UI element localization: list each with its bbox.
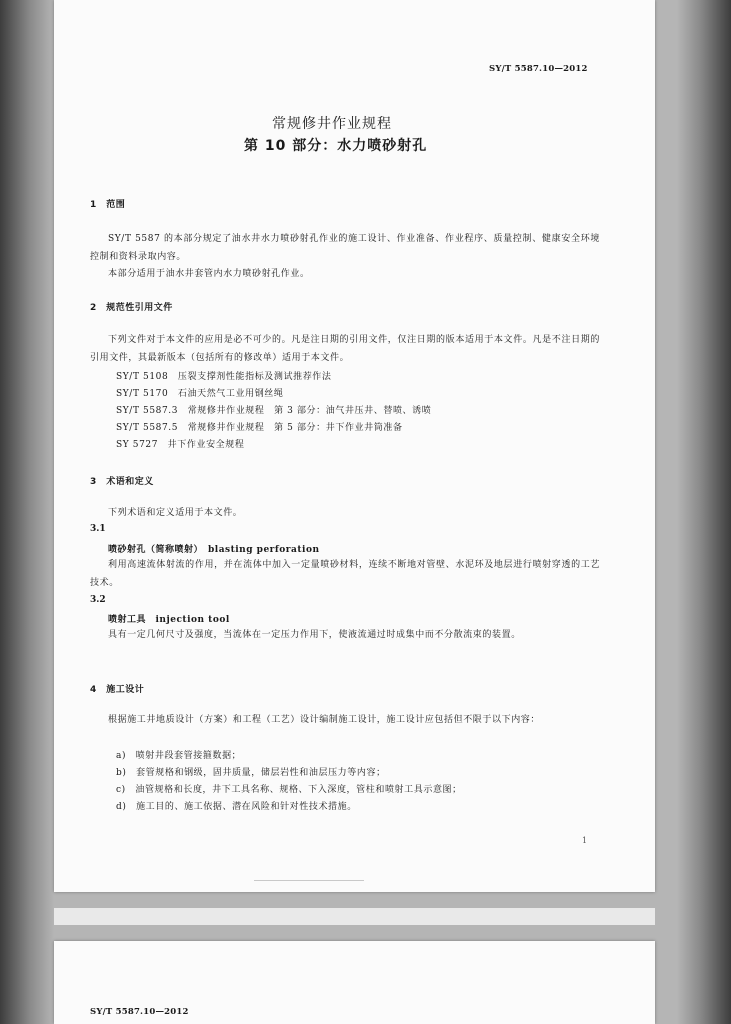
list-item: a) 喷射井段套管接箍数据； [116,751,242,761]
term-3-1-definition: 利用高速流体射流的作用，并在流体中加入一定量喷砂材料，连续不断地对管壁、水泥环及地层进行喷射穿透的工艺技术。 [90,560,600,588]
term-3-2-number: 3.2 [90,595,106,605]
page-separator [54,908,655,925]
section-3-intro: 下列术语和定义适用于本文件。 [108,508,243,518]
section-2-heading: 2 规范性引用文件 [90,303,173,313]
reference-item: SY/T 5587.3 常规修井作业规程 第 3 部分：油气井压井、替喷、诱喷 [116,406,432,416]
document-subtitle: 第 10 部分：水力喷砂射孔 [244,138,428,154]
term-3-1-number: 3.1 [90,524,106,534]
reference-item: SY/T 5170 石油天然气工业用钢丝绳 [116,389,284,399]
section-1-paragraph-2: 本部分适用于油水井套管内水力喷砂射孔作业。 [108,269,310,279]
list-item: c) 油管规格和长度，井下工具名称、规格、下入深度，管柱和喷射工具示意图； [116,785,462,795]
list-item: d) 施工目的、施工依据、潜在风险和针对性技术措施。 [116,802,357,812]
reference-item: SY 5727 井下作业安全规程 [116,440,245,450]
reference-item: SY/T 5108 压裂支撑剂性能指标及测试推荐作法 [116,372,332,382]
section-4-heading: 4 施工设计 [90,685,145,695]
page-number: 1 [582,836,588,845]
term-3-2-name: 喷射工具 injection tool [108,615,230,625]
section-1-paragraph-1: SY/T 5587 的本部分规定了油水井水力喷砂射孔作业的施工设计、作业准备、作业程序、质量控制、健康安全环境控制和资料录取内容。 [90,234,600,262]
document-title: 常规修井作业规程 [272,116,392,132]
document-page-2 [54,941,655,1024]
list-item: b) 套管规格和钢级，固井质量，储层岩性和油层压力等内容； [116,768,386,778]
term-3-1-name: 喷砂射孔（简称喷射） blasting perforation [108,545,320,555]
section-2-paragraph: 下列文件对于本文件的应用是必不可少的。凡是注日期的引用文件，仅注日期的版本适用于本文件。凡是不注日期的引用文件，其最新版本（包括所有的修改单）适用于本文件。 [90,335,600,363]
document-page-1 [54,0,655,892]
section-4-paragraph: 根据施工井地质设计（方案）和工程（工艺）设计编制施工设计，施工设计应包括但不限于以下内容： [108,715,541,725]
standard-code-header: SY/T 5587.10—2012 [90,1007,189,1017]
standard-code-header: SY/T 5587.10—2012 [489,64,588,74]
term-3-2-definition: 具有一定几何尺寸及强度，当流体在一定压力作用下，使液流通过时成集中而不分散流束的装置。 [108,630,521,640]
section-3-heading: 3 术语和定义 [90,477,154,487]
scan-smudge [254,880,364,881]
section-1-heading: 1 范围 [90,200,126,210]
reference-item: SY/T 5587.5 常规修井作业规程 第 5 部分：井下作业井筒准备 [116,423,403,433]
